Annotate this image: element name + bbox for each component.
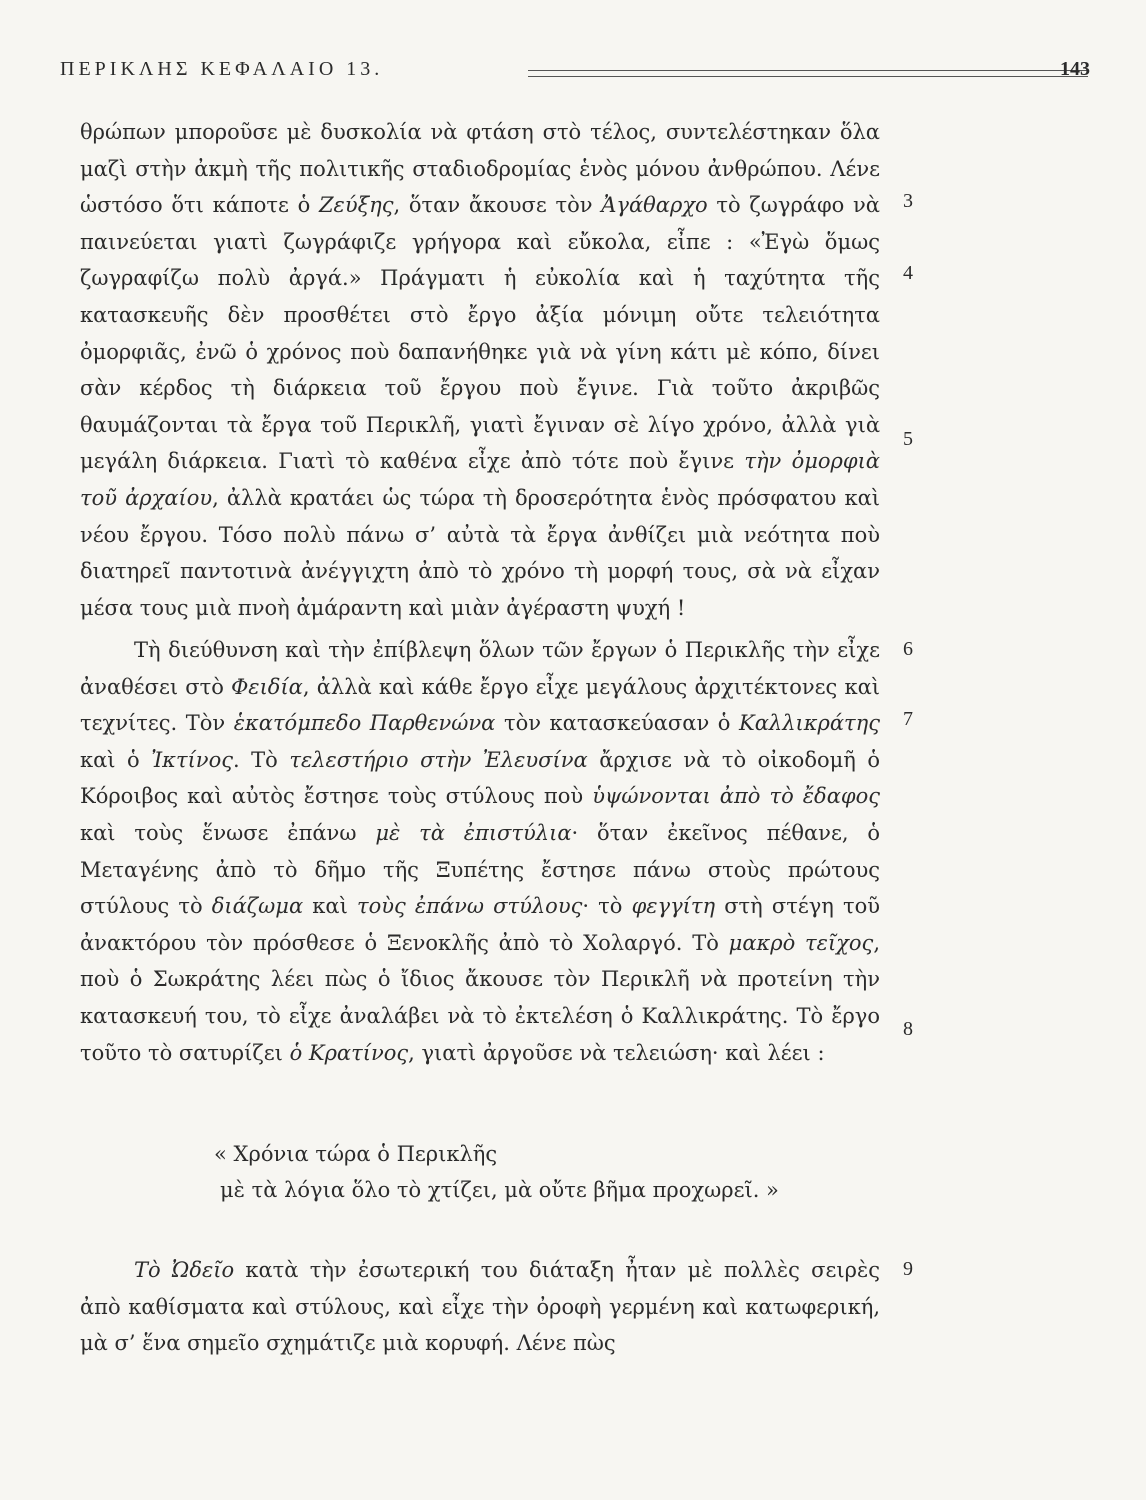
verse-line-2: μὲ τὰ λόγια ὅλο τὸ χτίζει, μὰ οὔτε βῆμα προχωρεῖ. » [220, 1178, 779, 1202]
margin-number: 7 [903, 708, 913, 730]
paragraph-builders [80, 632, 880, 1071]
running-head: ΠΕΡΙΚΛΗΣ ΚΕΦΑΛΑΙΟ 13. [60, 58, 384, 80]
paragraph-text: θρώπων μποροῦσε μὲ δυσκολία νὰ φτάση στὸ τέλος, συντελέστηκαν ὅλα μαζὶ στὴν ἀκμὴ τῆς πολιτικῆς σταδιοδρομίας ἑνὸς μόνου ἀνθρώπου. Λένε ὡστόσο ὅτι κάποτε ὁ Ζεύξης, ὅταν ἄκουσε τὸν Ἀγάθαρχο τὸ ζωγράφο νὰ παινεύεται γιατὶ ζωγράφιζε γρήγορα καὶ εὔκολα, εἶπε : «Ἐγὼ ὅμως ζωγραφίζω πολὺ ἀργά.» Πράγματι ἡ εὐκολία καὶ ἡ ταχύτητα τῆς κατασκευῆς δὲν προσθέτει στὸ ἔργο ἀξία μόνιμη οὔτε τελειότητα ὀμορφιᾶς, ἐνῶ ὁ χρόνος ποὺ δαπανήθηκε γιὰ νὰ γίνη κάτι μὲ κόπο, δίνει σὰν κέρδος τὴ διάρκεια τοῦ ἔργου ποὺ ἔγινε. Γιὰ τοῦτο ἀκριβῶς θαυμάζονται τὰ ἔργα τοῦ Περικλῆ, γιατὶ ἔγιναν σὲ λίγο χρόνο, ἀλλὰ γιὰ μεγάλη διάρκεια. Γιατὶ τὸ καθένα εἶχε ἀπὸ τότε ποὺ ἔγινε τὴν ὀμορφιὰ τοῦ ἀρχαίου, ἀλλὰ κρατάει ὡς τώρα τὴ δροσερότητα ἑνὸς πρόσφατου καὶ νέου ἔργου. Τόσο πολὺ πάνω σ’ αὐτὰ τὰ ἔργα ἀνθίζει μιὰ νεότητα ποὺ διατηρεῖ παντοτινὰ ἀνέγγιχτη ἀπὸ τὸ χρόνο τὴ μορφή τους, σὰ νὰ εἶχαν μέσα τους μιὰ πνοὴ ἀμάραντη καὶ μιὰν ἀγέραστη ψυχή ! [80, 120, 880, 620]
page-header [60, 58, 1090, 88]
margin-number: 3 [903, 190, 913, 212]
paragraph-text: Τὴ διεύθυνση καὶ τὴν ἐπίβλεψη ὅλων τῶν ἔργων ὁ Περικλῆς τὴν εἶχε ἀναθέσει στὸ Φειδία, ἀλλὰ καὶ κάθε ἔργο εἶχε μεγάλους ἀρχιτέκτονες καὶ τεχνίτες. Τὸν ἑκατόμπεδο Παρθενώνα τὸν κατασκεύασαν ὁ Καλλικράτης καὶ ὁ Ἰκτίνος. Τὸ τελεστήριο στὴν Ἐλευσίνα ἄρχισε νὰ τὸ οἰκοδομῆ ὁ Κόροιβος καὶ αὐτὸς ἔστησε τοὺς στύλους ποὺ ὑψώνονται ἀπὸ τὸ ἔδαφος καὶ τοὺς ἕνωσε ἐπάνω μὲ τὰ ἐπιστύλια· ὅταν ἐκεῖνος πέθανε, ὁ Μεταγένης ἀπὸ τὸ δῆμο τῆς Ξυπέτης ἔστησε πάνω στοὺς πρώτους στύλους τὸ διάζωμα καὶ τοὺς ἐπάνω στύλους· τὸ φεγγίτη στὴ στέγη τοῦ ἀνακτόρου τὸν πρόσθεσε ὁ Ξενοκλῆς ἀπὸ τὸ Χολαργό. Τὸ μακρὸ τεῖχος, ποὺ ὁ Σωκράτης λέει πὼς ὁ ἴδιος ἄκουσε τὸν Περικλῆ νὰ προτείνη τὴν κατασκευή του, τὸ εἶχε ἀναλάβει νὰ τὸ ἐκτελέση ὁ Καλλικράτης. Τὸ ἔργο τοῦτο τὸ σατυρίζει ὁ Κρατίνος, γιατὶ ἀργοῦσε νὰ τελειώση· καὶ λέει : [80, 638, 881, 1065]
header-rule [528, 70, 1088, 77]
paragraph-continuation [80, 114, 880, 626]
margin-number: 8 [903, 1018, 913, 1040]
margin-number: 4 [903, 262, 913, 284]
page-number: 143 [1060, 58, 1090, 80]
paragraph-odeion [80, 1252, 880, 1362]
margin-number: 9 [903, 1258, 913, 1280]
margin-number: 6 [903, 638, 913, 660]
margin-number: 5 [903, 428, 913, 450]
verse-quotation [214, 1136, 934, 1208]
paragraph-text: Τὸ Ὠδεῖο κατὰ τὴν ἐσωτερική του διάταξη ἦταν μὲ πολλὲς σειρὲς ἀπὸ καθίσματα καὶ στύλους, καὶ εἶχε τὴν ὀροφὴ γερμένη καὶ κατωφερική, μὰ σ’ ἕνα σημεῖο σχημάτιζε μιὰ κορυφή. Λένε πὼς [80, 1258, 880, 1356]
verse-line-1: « Χρόνια τώρα ὁ Περικλῆς [214, 1142, 498, 1166]
